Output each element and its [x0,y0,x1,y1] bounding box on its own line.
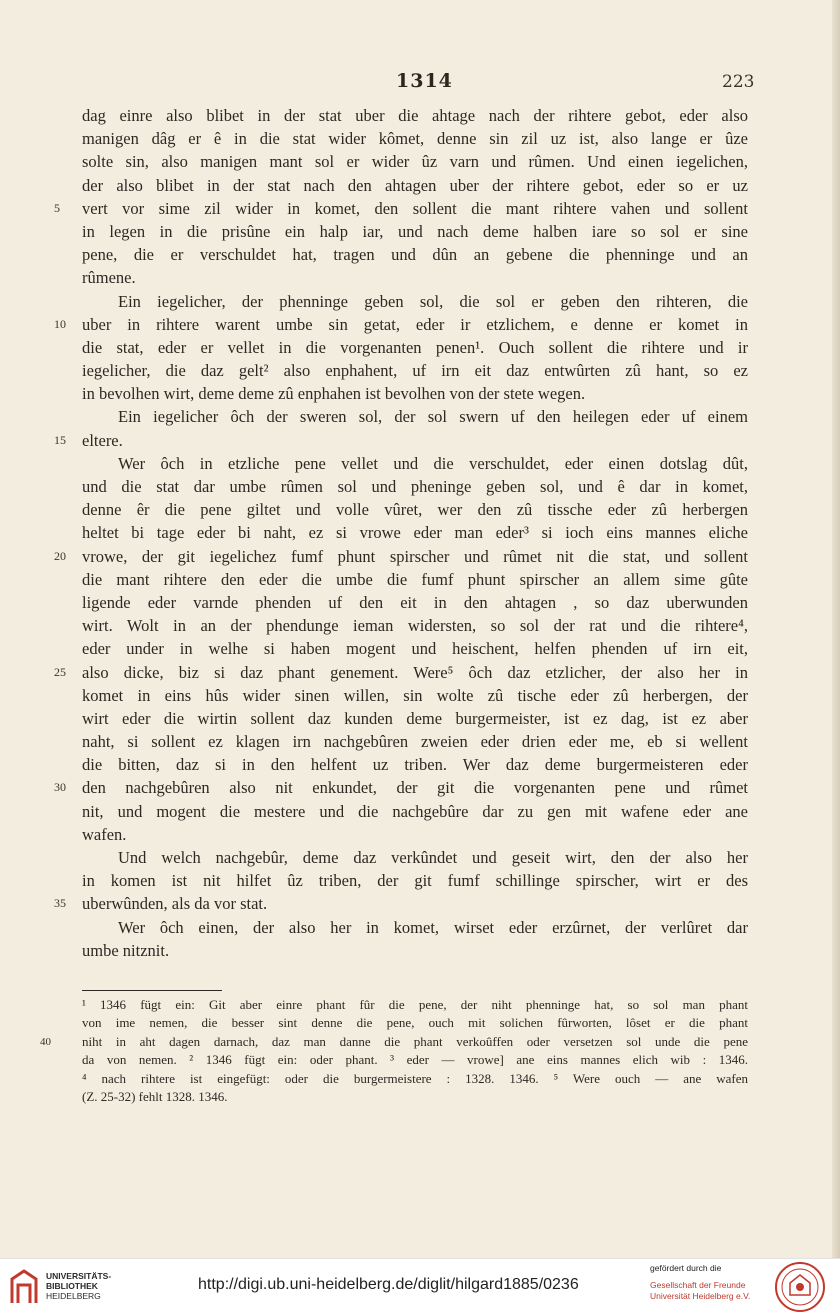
line-text: in komen ist nit hilfet ûz triben, der git fumf schillinge spirscher, wirt er des [82,871,748,891]
permalink-url[interactable]: http://digi.ub.uni-heidelberg.de/diglit/hilgard1885/0236 [198,1276,579,1293]
footnote-divider [82,990,222,991]
footnote-line [82,1051,748,1069]
library-name-line: UNIVERSITÄTS- [46,1271,112,1281]
line-text: naht, si sollent ez klagen irn nachgebûren zweien eder drien eder me, eb si wellent [82,732,748,752]
line-text: in legen in die prisûne ein halp iar, und nach deme halben iare so sol er sine [82,221,748,241]
line-text: wirt eder die wirtin sollent daz kunden deme burgermeister, ist ez dag, ist ez aber [82,708,748,728]
text-line [82,730,748,753]
line-number: 10 [54,316,66,331]
text-line [82,591,748,614]
line-text: uber in rihtere warent umbe sin getat, eder ir etzlichem, e denne er komet in [82,314,748,334]
text-line [82,127,748,150]
text-line [82,475,748,498]
text-line [82,846,748,869]
line-text: vrowe, der git iegelichez fumf phunt spirscher und rûmet nit die stat, und sollent [82,546,748,566]
line-text: manigen dâg er ê in die stat wider kômet, denne sin zil uz ist, also lange er ûze [82,129,748,149]
library-logo-icon [8,1267,40,1307]
line-number: 30 [54,780,66,795]
line-text: von ime nemen, die besser sint denne die pene, ouch mit solichen fûrworten, lôset er die phant [82,1015,748,1031]
line-text: Wer ôch einen, der also her in komet, wirset eder erzûrnet, der verlûret dar [118,917,748,937]
line-text: Ein iegelicher ôch der sweren sol, der sol swern uf den heilegen eder uf einem [118,407,748,427]
folio-number: 223 [722,72,755,92]
line-number: 35 [54,896,66,911]
text-line [82,174,748,197]
footnote-line [82,1088,748,1106]
text-line [82,568,748,591]
footnote-line [82,1014,748,1032]
text-line [82,614,748,637]
footnote-line [82,996,748,1014]
text-line [82,823,748,846]
page-number: 1314 [396,70,453,92]
text-line [82,498,748,521]
body-text [54,104,748,962]
text-line [82,150,748,173]
text-line [82,916,748,939]
text-line [82,266,748,289]
line-text: ¹ 1346 fügt ein: Git aber einre phant fûr die pene, der niht phenninge hat, so sol man phant [82,997,748,1012]
line-number: 20 [54,548,66,563]
line-text: der also blibet in der stat nach den ahtagen uber der rihtere gebot, eder so er uz [82,175,748,195]
line-number: 25 [54,664,66,679]
text-line [82,243,748,266]
line-text: rûmene. [82,268,136,288]
university-seal-icon [774,1261,826,1313]
page-edge [832,0,840,1258]
line-text: in bevolhen wirt, deme deme zû enphahen ist bevolhen von der stete wegen. [82,384,586,404]
page-header [0,70,840,100]
line-text: (Z. 25-32) fehlt 1328. 1346. [82,1088,228,1104]
text-line [82,452,748,475]
line-text: iegelicher, die daz gelt² also enphahent, uf irn eit daz entwûrten zû hant, so ez [82,361,748,381]
sponsor-intro: gefördert durch die [650,1263,722,1273]
line-text: Ein iegelicher, der phenninge geben sol, die sol er geben den rihteren, die [118,291,748,311]
text-line [54,313,748,336]
text-line [82,707,748,730]
line-text: pene, die er verschuldet hat, tragen und dûn an gebene die phenninge und an [82,245,748,265]
line-text: solte sin, also manigen mant sol er wider ûz varn und rûmen. Und einen iegelichen, [82,152,748,172]
line-text: Und welch nachgebûr, deme daz verkûndet und geseit wirt, den der also her [118,848,748,867]
text-line [82,290,748,313]
sponsor-credit [650,1263,762,1302]
line-text: die mant rihtere den eder die umbe die fumf phunt spirscher an allem sime gûte [82,569,748,589]
line-text: ligende eder varnde phenden uf den eit in den ahtagen , so daz uberwunden [82,592,748,612]
text-line [82,800,748,823]
sponsor-name: Gesellschaft der Freunde [650,1280,746,1290]
line-text: umbe nitznit. [82,940,170,960]
line-text: ⁴ nach rihtere ist eingefügt: oder die burgermeistere : 1328. 1346. ⁵ Were ouch — ane wafen [82,1070,748,1086]
line-text: vert vor sime zil wider in komet, den sollent die mant rihtere vahen und sollent [82,198,748,218]
text-line [82,684,748,707]
text-line [82,637,748,660]
footnotes [40,996,748,1106]
line-text: Wer ôch in etzliche pene vellet und die verschuldet, eder einen dotslag dût, [118,453,748,473]
text-line [54,197,748,220]
line-number: 5 [54,200,60,215]
text-line [82,405,748,428]
text-line [82,939,748,962]
footnote-line [40,1033,748,1051]
line-number: 15 [54,432,66,447]
line-text: und die stat dar umbe rûmen sol und pheninge geben sol, und ê dar in komet, [82,477,748,496]
library-name-line: HEIDELBERG [46,1291,101,1301]
text-line [82,753,748,776]
line-text: eder under in welhe si haben mogent und heischent, helfen phenden uf irn eit, [82,639,748,659]
sponsor-name: Universität Heidelberg e.V. [650,1291,751,1301]
line-text: niht in aht dagen darnach, daz man danne die phant verkoûffen oder versetzen sol unde die pene [82,1033,748,1049]
library-name-line: BIBLIOTHEK [46,1281,98,1291]
line-text: wirt. Wolt in an der phendunge ieman widersten, so sol der rat und die rihtere⁴, [82,616,748,636]
footnote-line [82,1070,748,1088]
text-line [54,892,748,915]
text-line [82,359,748,382]
line-text: also dicke, biz si daz phant genement. Were⁵ ôch daz etzlicher, der also her in [82,662,748,682]
line-text: dag einre also blibet in der stat uber die ahtage nach der rihtere gebot, eder also [82,106,748,125]
line-text: nit, und mogent die mestere und die nachgebûre dar zu gen mit wafene eder ane [82,801,748,821]
line-text: denne êr die pene giltet und volle vûret, wer den zû tissche eder zû herbergen [82,500,748,520]
footer-bar [0,1258,840,1315]
line-text: die bitten, daz si in den helfent uz triben. Wer daz deme burgermeisteren eder [82,755,748,775]
text-line [54,545,748,568]
line-text: eltere. [82,430,123,450]
line-text: uberwûnden, als da vor stat. [82,894,268,914]
text-line [82,869,748,892]
line-text: heltet bi tage eder bi naht, ez si vrowe eder man eder³ si ioch eins mannes eliche [82,523,748,543]
text-line [82,336,748,359]
text-line [54,661,748,684]
line-text: da von nemen. ² 1346 fügt ein: oder phant. ³ eder — vrowe] ane eins mannes elich wib : 1346. [82,1052,748,1068]
library-name [46,1271,111,1301]
text-line [82,104,748,127]
line-text: den nachgebûren also nit enkundet, der git die vorgenanten pene und rûmet [82,778,748,798]
text-line [82,521,748,544]
line-text: wafen. [82,824,127,844]
text-line [82,220,748,243]
text-line [54,776,748,799]
line-number: 40 [40,1035,51,1048]
line-text: die stat, eder er vellet in die vorgenanten penen¹. Ouch sollent die rihtere und ir [82,337,748,357]
line-text: komet in eins hûs wider sinen willen, sin wolte zû tische eder zû herbergen, der [82,685,748,705]
text-line [54,429,748,452]
text-line [82,382,748,405]
